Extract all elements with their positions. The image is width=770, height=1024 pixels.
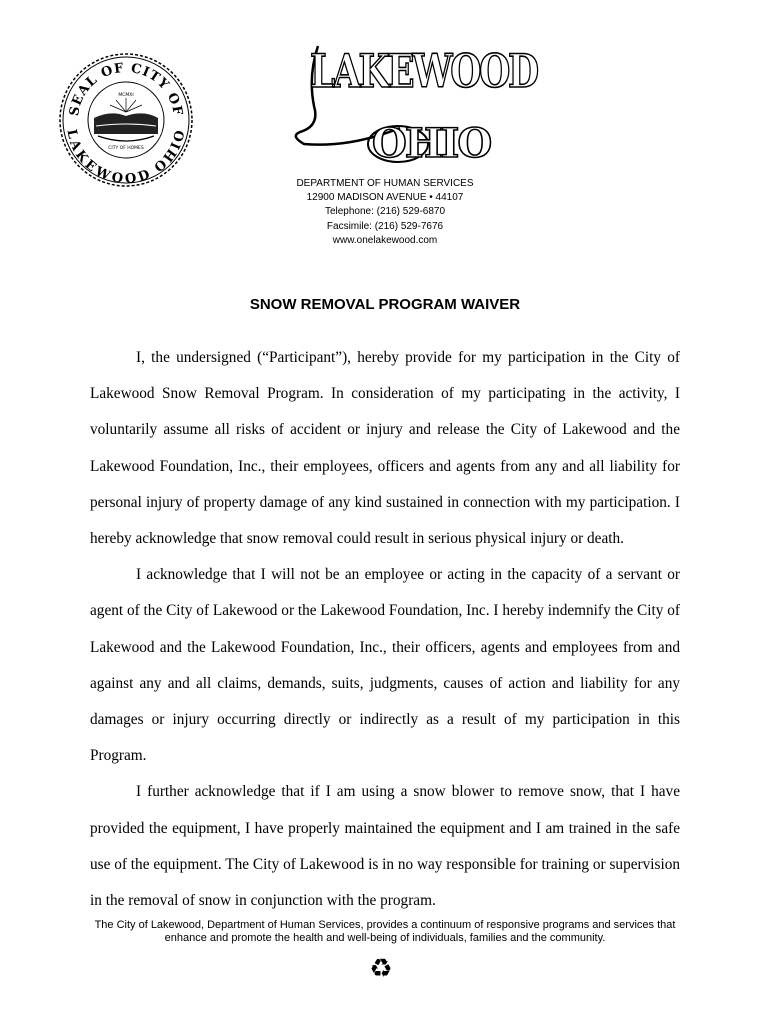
lakewood-ohio-logo [290,36,537,167]
facsimile: Facsimile: (216) 529-7676 [326,220,444,232]
contact-block [240,177,530,248]
document-title: SNOW REMOVAL PROGRAM WAIVER [249,296,521,313]
recycle-icon: ♻ [369,954,393,984]
footer-line-1: The City of Lakewood, Department of Human Services, provides a continuum of responsive programs and services that [94,919,676,931]
seal-bottom-text: LAKEWOOD OHIO [63,128,189,188]
city-seal-icon [56,50,196,190]
paragraph-equipment: I further acknowledge that if I am using a snow blower to remove snow, that I have provided the equipment, I have properly maintained the equipment and I am trained in the safe use of the equipment. The City of Lakewood is in no way responsible for training or supervision in the removal of snow in conjunction with the program. [90,783,680,910]
seal-top-text: SEAL OF CITY OF [67,60,185,118]
seal-motto-top: MCMXI [118,93,134,98]
telephone: Telephone: (216) 529-6870 [324,206,446,218]
paragraph-indemnify: I acknowledge that I will not be an employee or acting in the capacity of a servant or agent of the City of Lakewood or the Lakewood Foundation, Inc. I hereby indemnify the City of Lakewood and the Lakewood Foundation, Inc., their officers, agents and employees from and against any and all claims, demands, suits, judgments, causes of action and liability for any damages or injury occurring directly or indirectly as a result of my participation in this Program. [90,566,680,765]
footer-line-2: enhance and promote the health and well-being of individuals, families and the community. [164,932,606,944]
waiver-body [90,340,680,919]
logo-lakewood-text: LAKEWOOD [310,44,537,98]
logo-ohio-text: OHIO [372,120,491,167]
department-name: DEPARTMENT OF HUMAN SERVICES [296,178,474,189]
footer [60,919,710,945]
seal-motto-bottom: CITY OF HOMES [108,146,144,151]
paragraph-release: I, the undersigned (“Participant”), hereby provide for my participation in the City of Lakewood Snow Removal Program. In consideration of my participating in the activity, I voluntarily assume all risks of accident or injury and release the City of Lakewood and the Lakewood Foundation, Inc., their employees, officers and agents from any and all liability for personal injury of property damage of any kind sustained in connection with my participation. I hereby acknowledge that snow removal could result in serious physical injury or death. [90,349,680,548]
street-address: 12900 MADISON AVENUE • 44107 [306,192,464,204]
website: www.onelakewood.com [332,234,438,246]
